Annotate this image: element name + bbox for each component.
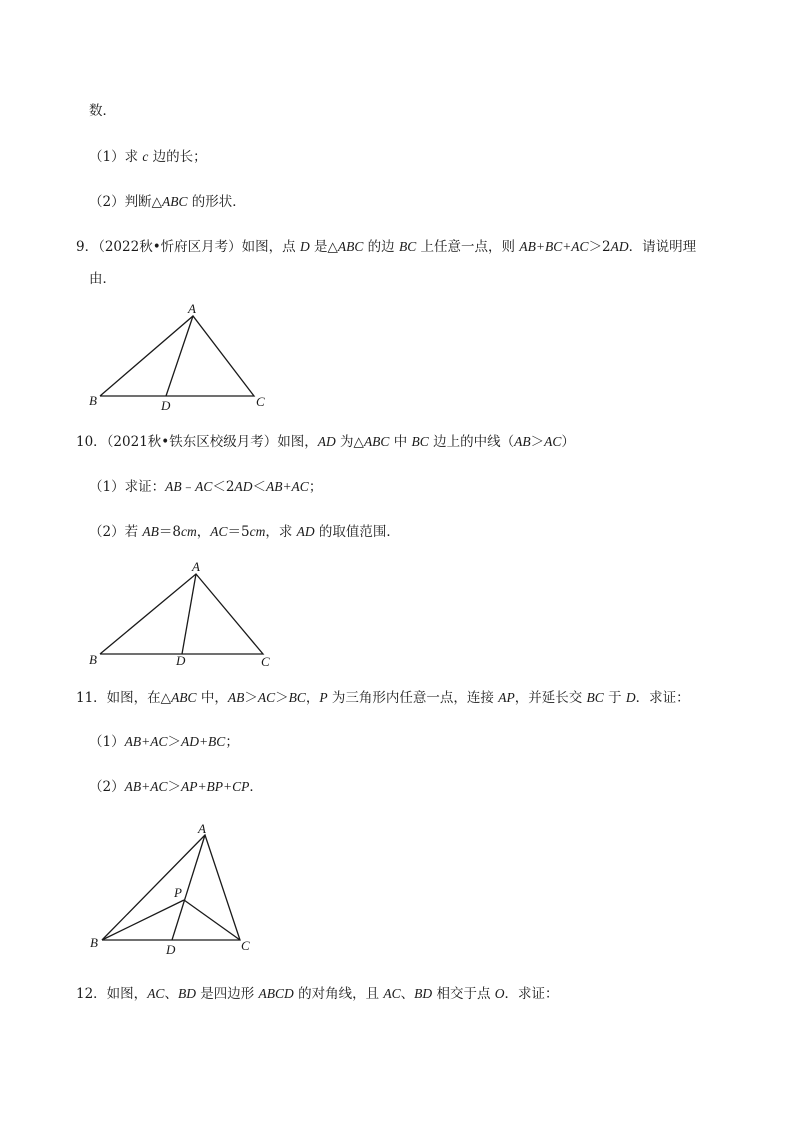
vertex-label-a: A [198,821,206,836]
text-run: ， [305,690,320,706]
text-run: 的取值范围． [314,524,400,540]
question-10-part-1 [89,478,322,496]
math-variable: BC [398,239,417,254]
figure-question-10 [80,556,280,671]
question-8-part-2 [89,193,246,211]
text-run: ，求 [265,524,297,540]
math-variable: AB+AC [124,734,168,749]
math-variable: D [625,690,636,705]
math-variable: AB [165,479,182,494]
math-variable: AB+AC [265,479,309,494]
math-variable: BC [411,434,429,449]
math-variable: cm [249,524,266,539]
text-run: ＞ [167,779,181,795]
math-variable: AC [210,524,228,539]
text-run: 的形状． [187,194,246,210]
vertex-label-b: B [89,393,97,408]
text-run: 10．（2021秋•铁东区校级月考）如图， [76,434,318,450]
text-run: ，并延长交 [514,690,587,706]
question-11-part-2 [89,778,263,796]
text-run: ＜ [252,479,266,495]
triangle-abc [100,316,254,396]
text-run: 11．如图，在△ [76,690,172,706]
text-run: ） [561,434,575,450]
text-run: （1） [89,734,125,750]
question-11-stem [76,689,690,707]
math-variable: BD [414,986,433,1001]
text-run: ﹣ [181,479,196,495]
text-run: ， [196,524,211,540]
math-variable: AB [227,690,245,705]
text-run: （1）求 [89,149,143,165]
text-run: ； [308,479,323,495]
math-variable: AC [383,986,401,1001]
text-run: 相交于点 [432,986,495,1002]
median-ad [182,574,196,654]
text-run: （2）判断△ [89,194,162,210]
question-10-stem [76,433,575,451]
text-run: 上任意一点，则 [416,239,520,255]
math-variable: AB+BC+AC [519,239,589,254]
text-run: ＞ [275,690,289,706]
math-variable: AD [317,434,336,449]
question-9-stem-cont [89,270,116,288]
question-10-part-2 [89,523,400,541]
math-variable: AD+BC [180,734,226,749]
question-9-stem [76,238,696,256]
text-run: 由． [89,271,116,287]
text-run: 、 [164,986,178,1002]
math-variable: AC [257,690,276,705]
triangle-abc [102,835,240,940]
math-variable: P [319,690,328,705]
text-run: ＞2 [588,239,611,255]
text-run: ．求证： [635,690,690,706]
text-run: 边的长； [148,149,207,165]
question-8-part-1 [89,148,207,166]
text-run: ． [249,779,263,795]
text-run: 9．（2022秋•忻府区月考）如图，点 [76,239,300,255]
math-variable: BC [288,690,306,705]
text-run: ＞ [530,434,545,450]
math-variable: AC [544,434,562,449]
math-variable: c [142,149,149,164]
math-variable: BD [177,986,196,1001]
math-variable: AD [296,524,315,539]
figure-question-11 [80,816,280,961]
vertex-label-c: C [241,938,250,953]
math-variable: AC [195,479,213,494]
math-variable: cm [180,524,197,539]
text-run: （2）若 [89,524,143,540]
math-variable: BC [586,690,604,705]
text-run: 是四边形 [195,986,259,1002]
vertex-label-b: B [90,935,98,950]
math-variable: ABC [337,239,364,254]
text-run: 边上的中线（ [428,434,515,450]
text-run: （2） [89,779,125,795]
text-run: ＝8 [158,524,181,540]
text-run: 的对角线，且 [293,986,384,1002]
math-variable: AP [498,690,515,705]
text-run: ．请说明理 [628,239,697,255]
segment-bp [102,900,184,940]
vertex-label-a: A [188,301,196,316]
math-variable: ABCD [258,986,294,1001]
text-run: 中， [196,690,228,706]
vertex-label-c: C [256,394,265,409]
math-variable: AB [514,434,531,449]
text-run: 为三角形内任意一点，连接 [327,690,499,706]
segment-cp [184,900,240,940]
triangle-abc [100,574,263,654]
text-run: 的边 [363,239,399,255]
vertex-label-d: D [166,942,176,957]
math-variable: AD [234,479,253,494]
text-run: 是△ [309,239,338,255]
text-run: 12．如图， [76,986,148,1002]
text-run: 于 [603,690,626,706]
math-variable: O [494,986,505,1001]
math-variable: D [299,239,310,254]
vertex-label-p: P [174,885,182,900]
text-run: 数． [89,103,116,119]
text-run: ＜2 [212,479,235,495]
math-variable: ABC [363,434,390,449]
text-run: ； [225,734,239,750]
text-line-continuation [89,102,116,120]
text-run: ．求证： [504,986,559,1002]
vertex-label-d: D [176,653,186,668]
text-run: （1）求证： [89,479,166,495]
math-variable: AD [610,239,629,254]
math-variable: AB [142,524,159,539]
math-variable: AB+AC [124,779,168,794]
math-variable: AC [147,986,165,1001]
text-run: ＝5 [227,524,250,540]
text-run: 为△ [335,434,364,450]
vertex-label-b: B [89,652,97,667]
math-variable: ABC [171,690,197,705]
vertex-label-d: D [161,398,171,413]
text-run: ＞ [244,690,258,706]
text-run: ＞ [167,734,181,750]
math-variable: AP+BP+CP [180,779,250,794]
math-variable: ABC [161,194,188,209]
question-11-part-1 [89,733,239,751]
question-12-stem [76,985,559,1003]
figure-question-9 [80,300,280,415]
vertex-label-a: A [192,559,200,574]
text-run: 、 [400,986,415,1002]
text-run: 中 [389,434,412,450]
vertex-label-c: C [261,654,270,669]
